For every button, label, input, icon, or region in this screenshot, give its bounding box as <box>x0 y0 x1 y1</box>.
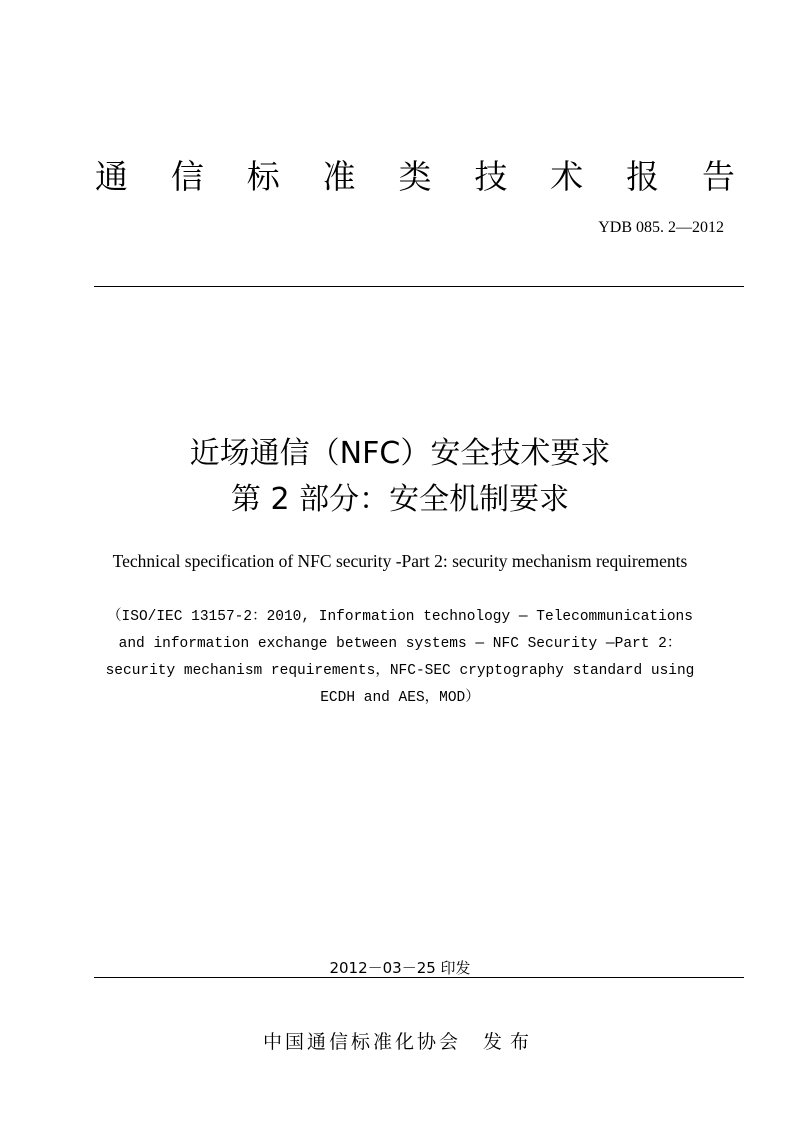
english-title: Technical specification of NFC security -Part 2: security mechanism requirements <box>112 551 688 571</box>
report-type-char: 标 <box>246 157 280 196</box>
report-type-char: 报 <box>626 157 660 196</box>
report-type-char: 信 <box>170 157 204 196</box>
document-title-line-1: 近场通信（NFC）安全技术要求 <box>189 436 611 471</box>
publisher-name: 中国通信标准化协会 <box>262 1031 461 1053</box>
report-type-char: 告 <box>702 157 735 196</box>
top-divider <box>94 286 744 287</box>
publisher-line <box>0 1028 800 1056</box>
report-type-char: 准 <box>322 157 356 196</box>
adoption-note-line: ECDH and AES，MOD） <box>320 690 480 706</box>
issue-date: 2012－03－25 印发 <box>329 959 471 977</box>
document-title-line-2: 第 2 部分：安全机制要求 <box>230 482 570 517</box>
adoption-note-line: and information exchange between systems — NFC Security —Part 2： <box>118 636 682 652</box>
adoption-note-line: （ISO/IEC 13157-2：2010, Information technology — Telecommunications <box>107 609 693 625</box>
publish-action: 发布 <box>483 1031 538 1053</box>
report-type-char: 技 <box>474 157 508 196</box>
report-type-char: 术 <box>550 157 584 196</box>
standard-number: YDB 085. 2—2012 <box>598 219 724 236</box>
adoption-note-line: security mechanism requirements，NFC-SEC cryptography standard using <box>105 663 695 679</box>
report-type-char: 类 <box>398 157 432 196</box>
report-type-char: 通 <box>95 157 128 196</box>
report-type-heading <box>95 150 735 204</box>
adoption-note <box>40 604 760 712</box>
bottom-divider <box>94 977 744 978</box>
